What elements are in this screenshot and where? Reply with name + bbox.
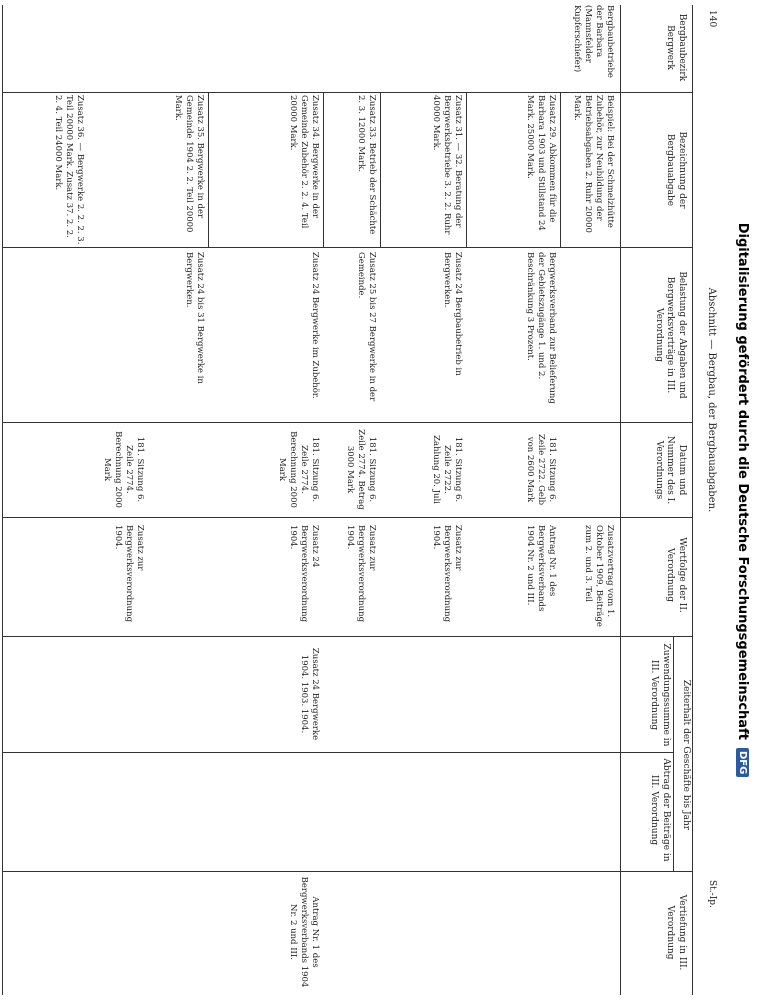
row-c2: Zusatz 33. Betrieb der Schächte 2. 3. 12000 Mark. xyxy=(355,95,377,235)
bottom-rule xyxy=(2,5,3,995)
row-c2: Zusatz 36. — Bergwerke 2. 2. 2. 3. Teil 20000 Mark. Zusatz 37. 2. 2. 2. 4. Teil 24000 Mark. xyxy=(52,95,85,245)
row-c4: 181. Sitzung 6. Zeile 2722. Zahlung 20. Juli xyxy=(430,435,463,504)
row-c2: Zusatz 35. Bergwerke in der Gemeinde 1904 2. 2. Teil 20000 Mark. xyxy=(172,95,205,233)
digitization-strip xyxy=(728,0,757,1000)
dfg-logo: DFG xyxy=(736,748,749,777)
row-c2: Zusatz 29. Abkommen für die Barbara 1903 und Stillstand 24 Mark. 25000 Mark. xyxy=(524,95,557,231)
header-col2: Bezeichnung der Bergbauabgabe xyxy=(665,131,687,209)
col-rule xyxy=(3,636,693,637)
row-c1: Bergbaubetriebe der Barbara (Mannsfelder Kupferschiefer) xyxy=(571,5,615,78)
row-c2: Beispiel: Bei der Schmelzhütte Zubehör, zur Neubildung der Betriebsabgaben 2. Ruhr 20000 Mark. xyxy=(571,95,615,233)
running-head: Abschnitt — Bergbau, der Bergbauabgaben. xyxy=(706,287,717,513)
row-c6a: Zusatz 24 Bergwerke 1904. 1903. 1904. xyxy=(298,647,320,741)
row-c4: 181. Sitzung 6. Zeile 2774. Berechnung 2000 Mark xyxy=(276,431,320,508)
row-c4: 181. Sitzung 6. Zeile 2774. Berechnung 2000 Mark xyxy=(101,431,145,508)
col-rule xyxy=(3,871,693,872)
col-rule xyxy=(3,92,693,93)
row-c5: Zusatz zur Bergwerksverordnung 1904. xyxy=(112,525,145,623)
row-rule xyxy=(323,92,324,247)
header-col6-group: Zeiterhalt der Geschäfte bis Jahr xyxy=(681,679,691,831)
digitization-text: Digitalisierung gefördert durch die Deutsche Forschungsgemeinschaft xyxy=(735,222,750,740)
row-c4: 181. Sitzung 6. Zeile 2774. Betrag 3000 Mark xyxy=(344,429,377,510)
col-rule xyxy=(3,422,693,423)
row-c5: Zusatz zur Bergwerksverordnung 1904. xyxy=(344,525,377,623)
row-c3: Bergwerksverband zur Belieferung der Gebietszugänge 1. und 2. Beschränkung 3 Prozent. xyxy=(524,252,557,404)
row-c3: Zusatz 24 bis 31 Bergwerke in Bergwerken. xyxy=(183,252,205,384)
col-rule xyxy=(3,247,693,248)
row-rule xyxy=(466,92,467,247)
row-c3: Zusatz 25 bis 27 Bergwerke in der Gemeinde. xyxy=(355,252,377,402)
row-c2: Zusatz 31. — 32. Beratung der Bergwerksbetriebe 3. 2. 2. Ruhr 40000 Mark. xyxy=(430,95,463,235)
row-c3: Zusatz 24 Bergwerke im Zubehör. xyxy=(310,252,320,399)
header-col6b: Abtrag der Beiträge in III. Verordnung xyxy=(649,758,671,862)
row-c2: Zusatz 34. Bergwerke in der Gemeinde Zubehör 2. 2. 4. Teil 20000 Mark. xyxy=(287,95,320,229)
row-rule xyxy=(380,92,381,247)
col-rule xyxy=(3,752,673,753)
row-c5: Antrag Nr. 1 des Bergwerksverbands 1904 Nr. 2 und III. xyxy=(524,525,557,612)
page-number: 140 xyxy=(707,10,717,28)
row-c5: Zusatzvertrag vom 1. Oktober 1909, Beiträge zum 2. und 3. Teil xyxy=(582,525,615,627)
row-c5: Zusatz zur Bergwerksverordnung 1904. xyxy=(430,525,463,623)
group-rule xyxy=(673,636,674,871)
row-c4: 181. Sitzung 6. Zeile 2722. Gelb von 2600 Mark xyxy=(524,433,557,506)
col-rule xyxy=(3,517,693,518)
header-col1: Bergbaubezirk Bergwerk xyxy=(665,13,687,82)
header-rule xyxy=(620,5,621,995)
right-mark: St.-Ip. xyxy=(707,880,717,908)
row-c5: Zusatz 24 Bergwerksverordnung 1904. xyxy=(287,525,320,623)
header-col6a: Zuwendungssumme in III. Verordnung xyxy=(649,643,671,747)
header-col5: Wertfolge der II. Verordnung xyxy=(665,537,687,613)
header-col7: Vertiefung in III. Verordnung xyxy=(665,894,687,971)
row-c7: Antrag Nr. 1 des Bergwerksverbands 1904 Nr. 2 und III. xyxy=(287,876,320,988)
header-col4: Datum und Nummer des I. Verordnungs xyxy=(653,435,687,505)
header-col3: Belastung der Abgaben und Bergwerksverträge in III. Verordnung xyxy=(653,271,687,399)
row-rule xyxy=(208,92,209,247)
row-c3: Zusatz 24 Bergbaubetrieb in Bergwerken. xyxy=(441,252,463,376)
top-rule xyxy=(692,5,693,995)
row-rule xyxy=(560,92,561,247)
